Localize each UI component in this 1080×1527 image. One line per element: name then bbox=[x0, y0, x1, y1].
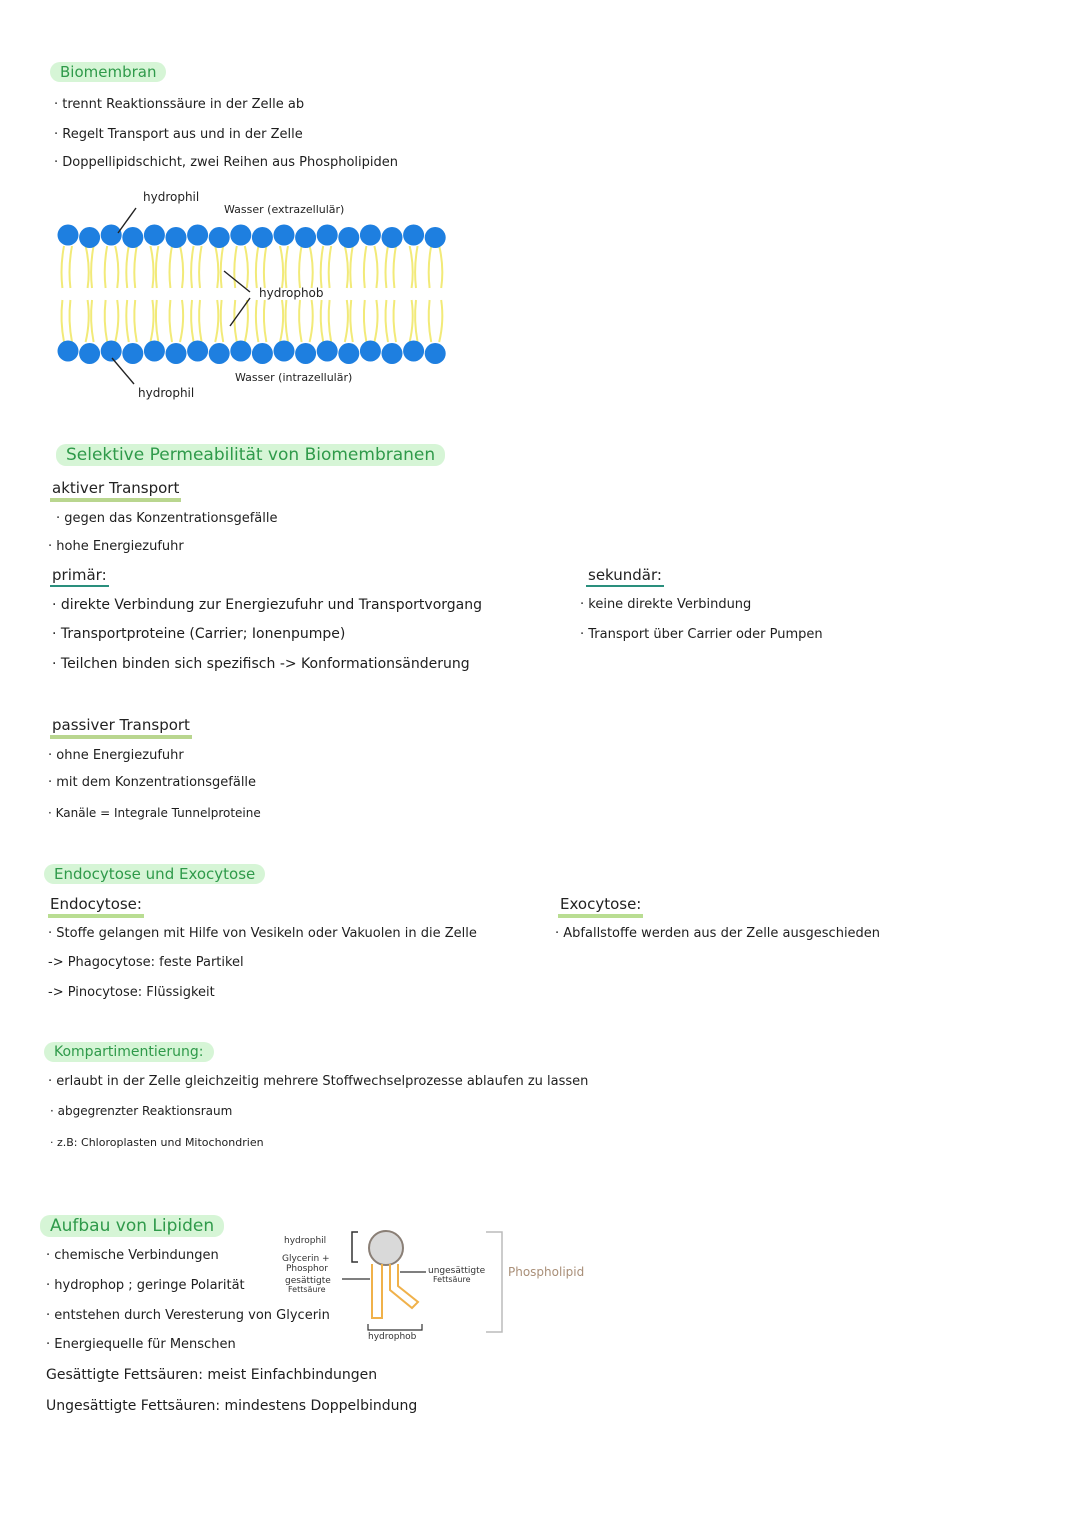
phospholipid-diagram bbox=[260, 1224, 500, 1344]
title-endocytose: Endocytose: bbox=[48, 895, 144, 918]
lipid-tail bbox=[256, 300, 259, 342]
lipid-tail bbox=[150, 300, 153, 342]
lipid-tail bbox=[91, 300, 94, 342]
pl-label-hydrophil: hydrophil bbox=[284, 1236, 327, 1246]
unsaturated-tail bbox=[390, 1264, 418, 1308]
lipid-tail bbox=[234, 300, 237, 342]
pl-label-ungesaettigte: ungesättigte bbox=[428, 1266, 486, 1276]
label-hydrophob: hydrophob bbox=[259, 286, 324, 300]
label-wasser-intrazellulaer: Wasser (intrazellulär) bbox=[235, 371, 353, 384]
phosphate-head bbox=[403, 341, 424, 362]
phosphate-head bbox=[122, 227, 143, 248]
biomembran-bullet-2: · Regelt Transport aus und in der Zelle bbox=[54, 127, 303, 142]
endocytose-bullet-1: · Stoffe gelangen mit Hilfe von Vesikeln oder Vakuolen in die Zelle bbox=[48, 926, 477, 941]
phosphate-head bbox=[317, 341, 338, 362]
lipid-tail bbox=[299, 246, 302, 288]
phosphate-head bbox=[338, 343, 359, 364]
label-hydrophil-top: hydrophil bbox=[143, 190, 200, 204]
pl-label-phosphor: Phosphor bbox=[286, 1264, 328, 1274]
passiv-bullet-2: · mit dem Konzentrationsgefälle bbox=[48, 775, 257, 790]
lipid-tail bbox=[134, 246, 137, 288]
lipid-tail bbox=[86, 300, 89, 342]
lipid-tail bbox=[115, 246, 118, 288]
title-sekundaer: sekundär: bbox=[586, 566, 664, 587]
phosphate-head bbox=[338, 227, 359, 248]
lipid-tail bbox=[310, 300, 313, 342]
phosphate-head bbox=[166, 343, 187, 364]
lipid-tail bbox=[91, 246, 94, 288]
lipid-tail bbox=[394, 246, 397, 288]
label-hydrophil-bottom: hydrophil bbox=[138, 386, 195, 400]
pl-label-phospholipid: Phospholipid bbox=[508, 1265, 585, 1279]
biomembran-bullet-1: · trennt Reaktionssäure in der Zelle ab bbox=[54, 97, 305, 112]
phosphate-head bbox=[101, 225, 122, 246]
lipid-tail bbox=[374, 300, 377, 342]
lipid-tail bbox=[180, 300, 183, 342]
lipid-tail bbox=[180, 246, 183, 288]
phosphate-head bbox=[166, 227, 187, 248]
title-passiver-transport: passiver Transport bbox=[50, 716, 192, 739]
lipid-tail bbox=[70, 300, 73, 342]
phosphate-head bbox=[230, 225, 251, 246]
title-exocytose: Exocytose: bbox=[558, 895, 643, 918]
phosphate-head bbox=[252, 343, 273, 364]
title-aktiver-transport: aktiver Transport bbox=[50, 479, 181, 502]
lipide-bullet-1: · chemische Verbindungen bbox=[46, 1248, 219, 1263]
lipide-bullet-2: · hydrophop ; geringe Polarität bbox=[46, 1278, 245, 1293]
phosphate-head bbox=[187, 341, 208, 362]
kompartimentierung-bullet-2: · abgegrenzter Reaktionsraum bbox=[50, 1104, 233, 1118]
aktiv-bullet-1: · gegen das Konzentrationsgefälle bbox=[56, 511, 278, 526]
lipid-tail bbox=[156, 300, 159, 342]
heading-endocytose-exocytose: Endocytose und Exocytose bbox=[44, 864, 265, 884]
lipid-tail bbox=[170, 300, 173, 342]
phosphate-head bbox=[425, 343, 446, 364]
lipid-tail bbox=[410, 246, 413, 288]
heading-aufbau-von-lipiden: Aufbau von Lipiden bbox=[40, 1215, 224, 1237]
lipid-tail bbox=[394, 300, 397, 342]
phosphate-head bbox=[295, 227, 316, 248]
lipid-tail bbox=[415, 246, 418, 288]
lipid-tail bbox=[364, 300, 367, 342]
lipid-tail bbox=[156, 246, 159, 288]
passiv-bullet-1: · ohne Energiezufuhr bbox=[48, 748, 184, 763]
lipid-tail bbox=[429, 246, 432, 288]
lipid-tail bbox=[199, 246, 202, 288]
kompartimentierung-bullet-3: · z.B: Chloroplasten und Mitochondrien bbox=[50, 1136, 264, 1149]
lipide-bullet-4: · Energiequelle für Menschen bbox=[46, 1337, 236, 1352]
phosphate-head bbox=[382, 227, 403, 248]
phosphate-heads bbox=[58, 225, 446, 365]
lipid-tail bbox=[245, 246, 248, 288]
phosphate-head bbox=[382, 343, 403, 364]
phosphate-head bbox=[209, 343, 230, 364]
lipid-tail bbox=[62, 300, 65, 342]
phosphate-head bbox=[252, 227, 273, 248]
phosphate-head bbox=[369, 1231, 403, 1265]
lipid-tail bbox=[199, 300, 202, 342]
phosphate-head bbox=[230, 341, 251, 362]
lipid-tail bbox=[415, 300, 418, 342]
phosphate-head bbox=[144, 341, 165, 362]
phosphate-head bbox=[274, 341, 295, 362]
lipide-line-gesaettigt: Gesättigte Fettsäuren: meist Einfachbindungen bbox=[46, 1367, 378, 1383]
phosphate-head bbox=[101, 341, 122, 362]
lipid-tail bbox=[280, 300, 283, 342]
phosphate-head bbox=[144, 225, 165, 246]
phosphate-head bbox=[274, 225, 295, 246]
lipid-tail bbox=[350, 300, 353, 342]
primaer-bullet-3: · Teilchen binden sich spezifisch -> Konformationsänderung bbox=[52, 656, 470, 672]
lipid-tail bbox=[439, 246, 442, 288]
lipid-tail bbox=[105, 300, 108, 342]
lipid-tail bbox=[245, 300, 248, 342]
phosphate-head bbox=[360, 225, 381, 246]
primaer-bullet-1: · direkte Verbindung zur Energiezufuhr und Transportvorgang bbox=[52, 597, 483, 613]
pl-label-fettsaeure-2: Fettsäure bbox=[433, 1275, 471, 1284]
pl-label-hydrophob: hydrophob bbox=[368, 1332, 417, 1342]
phosphate-head bbox=[58, 341, 79, 362]
phosphate-head bbox=[122, 343, 143, 364]
lipid-tail bbox=[386, 246, 389, 288]
lipid-tail bbox=[329, 300, 332, 342]
pl-label-fettsaeure-1: Fettsäure bbox=[288, 1285, 326, 1294]
lipid-tail bbox=[329, 246, 332, 288]
phosphate-head bbox=[360, 341, 381, 362]
lipid-bilayer-diagram bbox=[0, 180, 460, 420]
lipid-tail bbox=[126, 246, 129, 288]
lipid-tail bbox=[191, 246, 194, 288]
lipid-tail bbox=[286, 246, 289, 288]
lipid-tail bbox=[345, 246, 348, 288]
lipid-tail bbox=[126, 300, 129, 342]
lipid-tail bbox=[280, 246, 283, 288]
sekundaer-bullet-1: · keine direkte Verbindung bbox=[580, 597, 752, 612]
lipid-tail bbox=[286, 300, 289, 342]
endocytose-bullet-2: -> Phagocytose: feste Partikel bbox=[48, 955, 244, 970]
lipid-tail bbox=[221, 300, 224, 342]
heading-selektive-permeabilitaet: Selektive Permeabilität von Biomembranen bbox=[56, 444, 445, 466]
lipid-tail bbox=[150, 246, 153, 288]
lipid-tail bbox=[70, 246, 73, 288]
phosphate-head bbox=[79, 227, 100, 248]
pl-label-glycerin: Glycerin + bbox=[282, 1254, 330, 1264]
title-primaer: primär: bbox=[50, 566, 109, 587]
heading-biomembran: Biomembran bbox=[50, 62, 166, 82]
lipid-tail bbox=[364, 246, 367, 288]
lipid-tail bbox=[256, 246, 259, 288]
label-wasser-extrazellulaer: Wasser (extrazellulär) bbox=[224, 203, 345, 216]
pl-label-gesaettigte: gesättigte bbox=[285, 1276, 331, 1286]
lipid-tail bbox=[299, 300, 302, 342]
lipid-tail bbox=[345, 300, 348, 342]
lipid-tail bbox=[62, 246, 65, 288]
aktiv-bullet-2: · hohe Energiezufuhr bbox=[48, 539, 184, 554]
lipide-line-ungesaettigt: Ungesättigte Fettsäuren: mindestens Doppelbindung bbox=[46, 1398, 418, 1414]
lipid-tail bbox=[410, 300, 413, 342]
lipid-tail bbox=[321, 300, 324, 342]
lipide-bullet-3: · entstehen durch Veresterung von Glycerin bbox=[46, 1308, 330, 1323]
sekundaer-bullet-2: · Transport über Carrier oder Pumpen bbox=[580, 627, 823, 642]
exocytose-bullet-1: · Abfallstoffe werden aus der Zelle ausgeschieden bbox=[555, 926, 881, 941]
primaer-bullet-2: · Transportproteine (Carrier; Ionenpumpe) bbox=[52, 626, 346, 642]
lipid-tail bbox=[264, 246, 267, 288]
lipid-tail bbox=[215, 300, 218, 342]
lipid-tail bbox=[321, 246, 324, 288]
saturated-tail bbox=[372, 1264, 382, 1318]
passiv-bullet-3: · Kanäle = Integrale Tunnelproteine bbox=[48, 806, 261, 820]
lipid-tail bbox=[350, 246, 353, 288]
lipid-tail bbox=[215, 246, 218, 288]
phosphate-head bbox=[209, 227, 230, 248]
lipid-tail bbox=[386, 300, 389, 342]
phosphate-head bbox=[403, 225, 424, 246]
heading-kompartimentierung: Kompartimentierung: bbox=[44, 1042, 214, 1062]
lipid-tail bbox=[310, 246, 313, 288]
phosphate-head bbox=[187, 225, 208, 246]
phosphate-head bbox=[295, 343, 316, 364]
lipid-tail bbox=[115, 300, 118, 342]
endocytose-bullet-3: -> Pinocytose: Flüssigkeit bbox=[48, 985, 215, 1000]
lipid-tail bbox=[221, 246, 224, 288]
kompartimentierung-bullet-1: · erlaubt in der Zelle gleichzeitig mehrere Stoffwechselprozesse ablaufen zu lassen bbox=[48, 1074, 589, 1089]
lipid-tail bbox=[170, 246, 173, 288]
lipid-tail bbox=[191, 300, 194, 342]
phosphate-head bbox=[317, 225, 338, 246]
lipid-tail bbox=[86, 246, 89, 288]
biomembran-bullet-3: · Doppellipidschicht, zwei Reihen aus Phospholipiden bbox=[54, 155, 399, 170]
phosphate-head bbox=[58, 225, 79, 246]
lipid-tail bbox=[134, 300, 137, 342]
phosphate-head bbox=[79, 343, 100, 364]
lipid-tail bbox=[439, 300, 442, 342]
phosphate-head bbox=[425, 227, 446, 248]
lipid-tail bbox=[105, 246, 108, 288]
lipid-tails bbox=[62, 246, 443, 342]
lipid-tail bbox=[374, 246, 377, 288]
lipid-tail bbox=[429, 300, 432, 342]
lipid-tail bbox=[264, 300, 267, 342]
